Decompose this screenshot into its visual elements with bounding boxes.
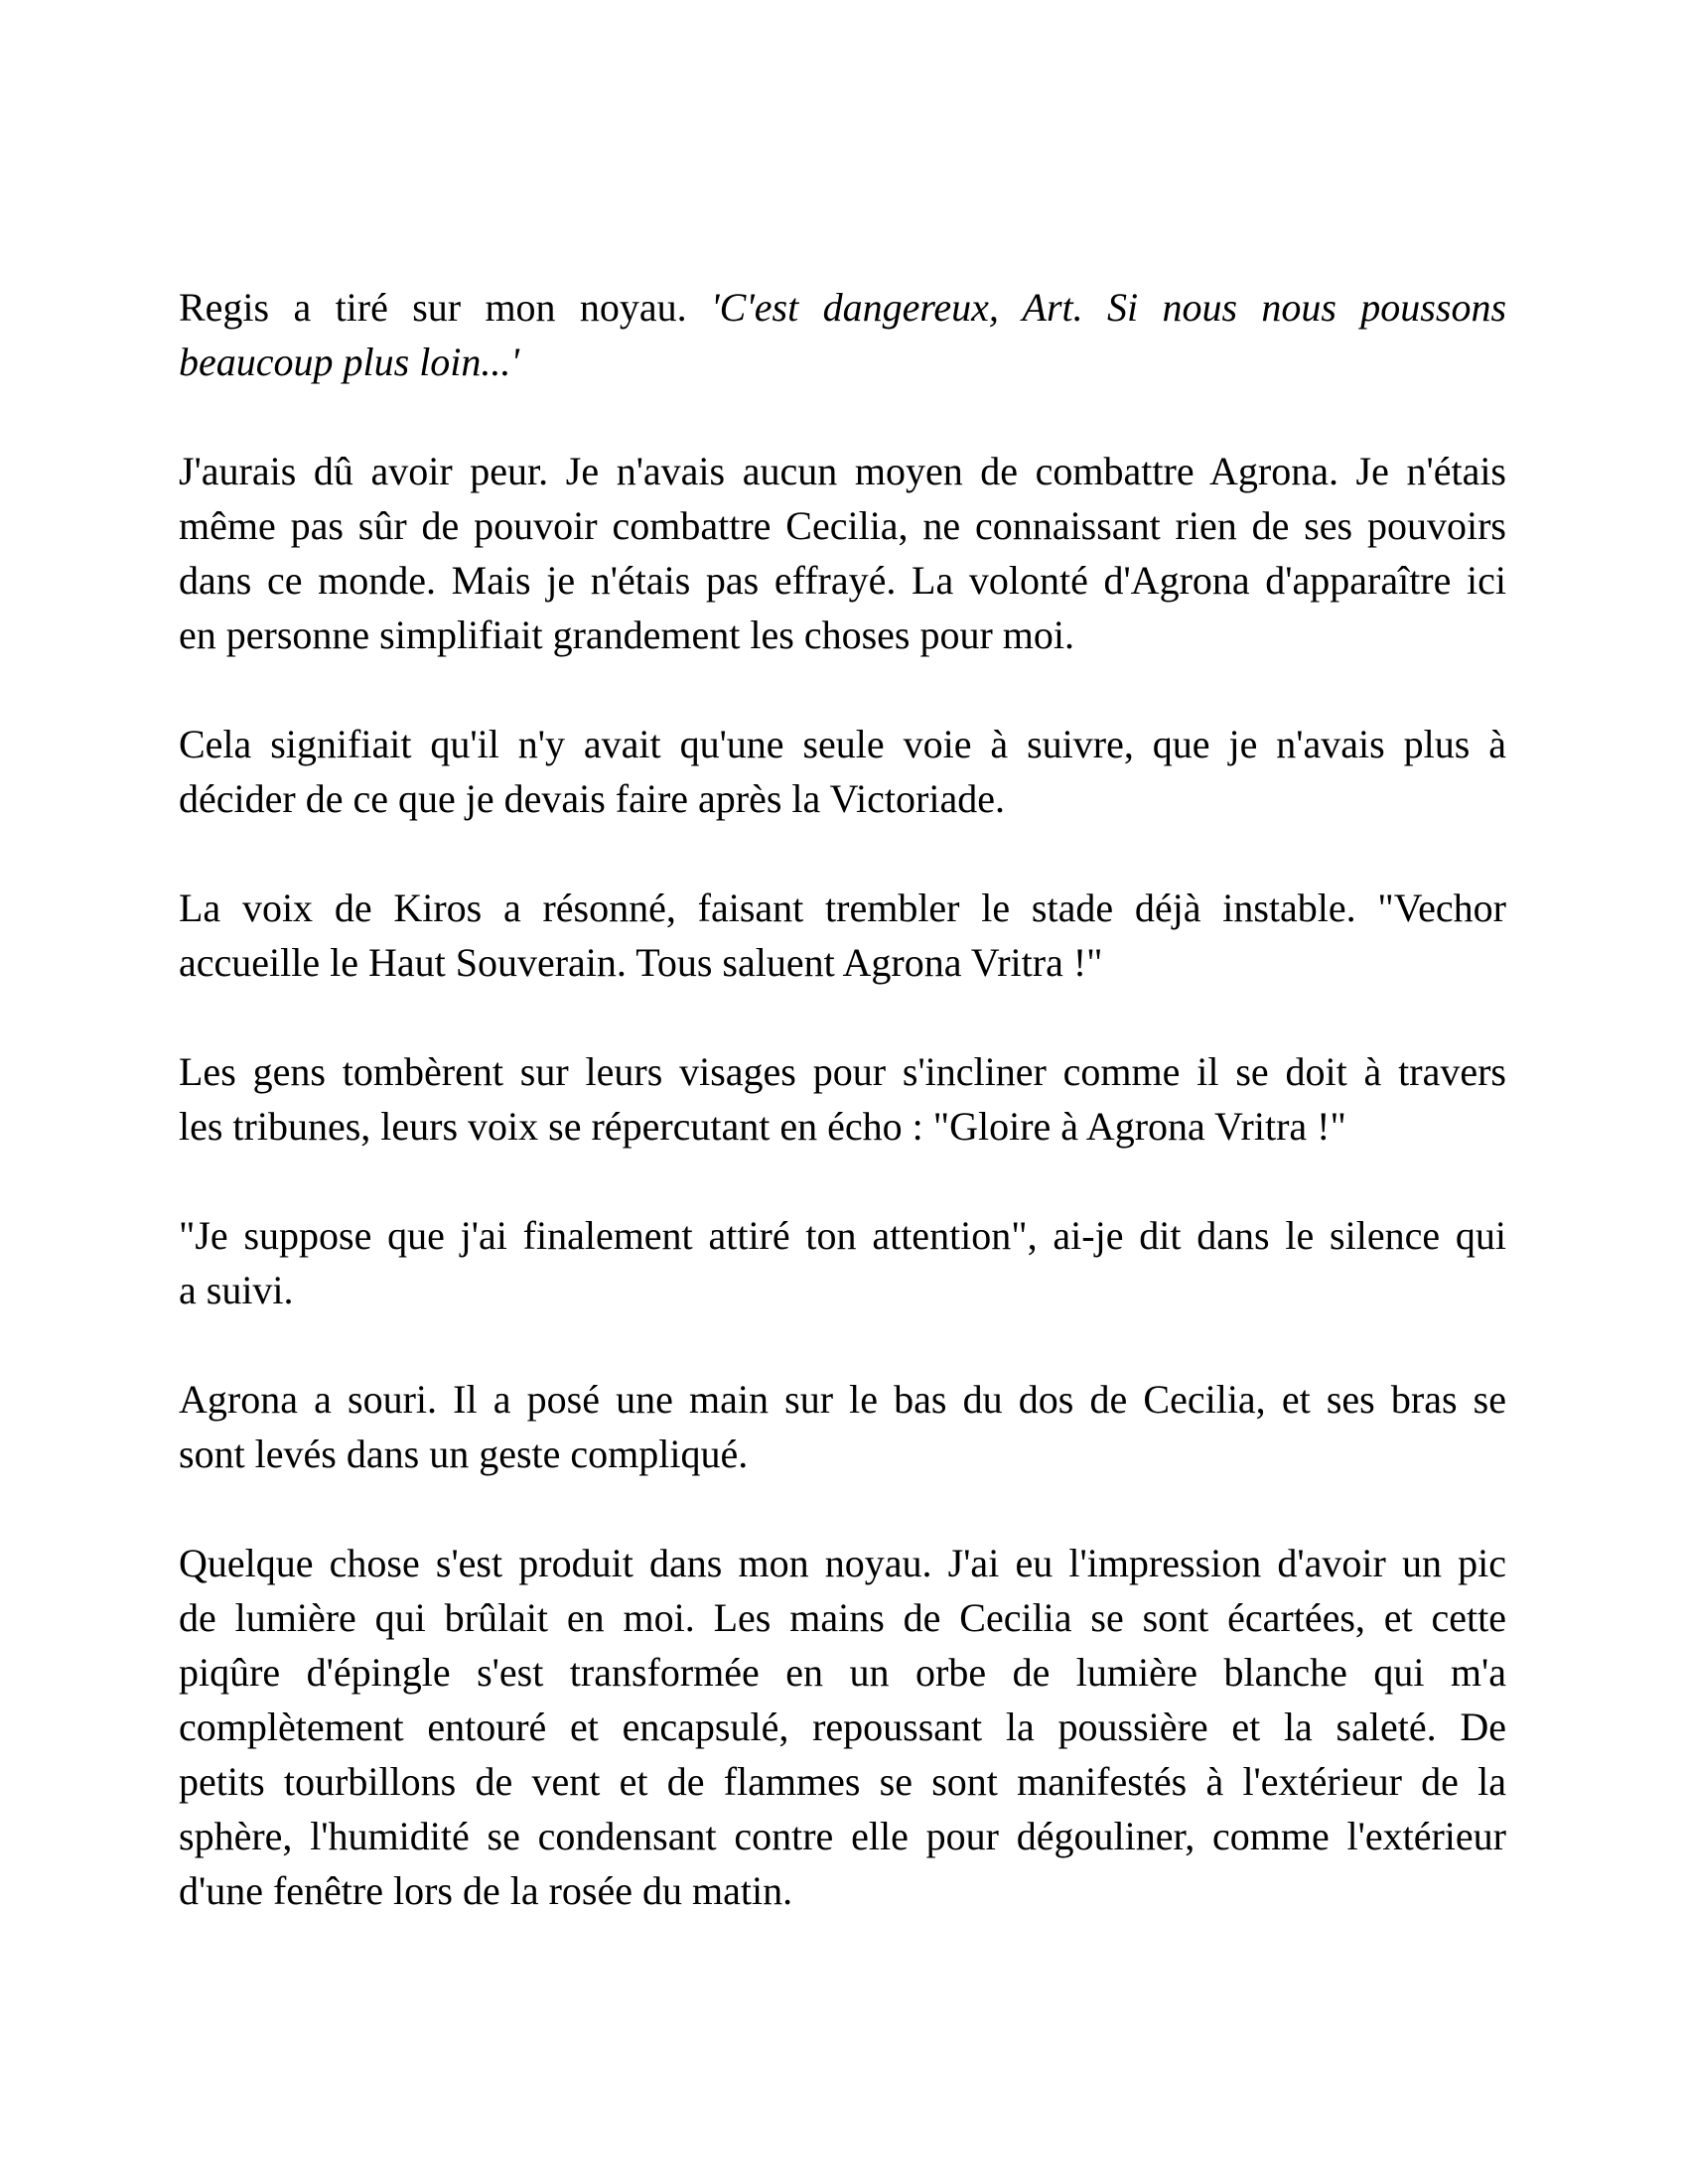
- text-segment: d'une fenêtre lors de la rosée du matin.: [179, 1868, 793, 1913]
- text-line: [179, 444, 1506, 498]
- text-segment: Cela signifiait qu'il n'y avait qu'une seule voie à suivre, que je n'avais plus à: [179, 722, 1506, 766]
- text-line: [179, 1645, 1506, 1700]
- text-line: [179, 1754, 1506, 1809]
- paragraph-8: [179, 1536, 1506, 1918]
- paragraph-3: [179, 717, 1506, 826]
- text-line: [179, 1263, 1506, 1317]
- text-segment: "Je suppose que j'ai finalement attiré ton attention", ai-je dit dans le silence qui: [179, 1213, 1506, 1258]
- text-segment: J'aurais dû avoir peur. Je n'avais aucun moyen de combattre Agrona. Je n'étais: [179, 449, 1506, 493]
- text-line: [179, 1536, 1506, 1590]
- text-line: [179, 608, 1506, 662]
- text-segment: La voix de Kiros a résonné, faisant trembler le stade déjà instable. "Vechor: [179, 886, 1506, 930]
- paragraph-1: [179, 280, 1506, 389]
- text-line: [179, 498, 1506, 553]
- text-line: [179, 1208, 1506, 1263]
- text-line: [179, 717, 1506, 771]
- text-segment: décider de ce que je devais faire après la Victoriade.: [179, 776, 1005, 821]
- text-segment: les tribunes, leurs voix se répercutant en écho : "Gloire à Agrona Vritra !": [179, 1104, 1346, 1149]
- text-segment: piqûre d'épingle s'est transformée en un orbe de lumière blanche qui m'a: [179, 1650, 1506, 1695]
- text-line: [179, 280, 1506, 335]
- text-segment: petits tourbillons de vent et de flammes se sont manifestés à l'extérieur de la: [179, 1759, 1506, 1804]
- text-line: [179, 1044, 1506, 1099]
- text-segment: en personne simplifiait grandement les choses pour moi.: [179, 613, 1075, 657]
- paragraph-4: [179, 881, 1506, 990]
- italic-text-segment: 'C'est dangereux, Art. Si nous nous poussons: [711, 285, 1506, 330]
- text-line: [179, 881, 1506, 935]
- text-segment: complètement entouré et encapsulé, repoussant la poussière et la saleté. De: [179, 1705, 1506, 1749]
- text-segment: Regis a tiré sur mon noyau.: [179, 285, 712, 330]
- text-segment: Quelque chose s'est produit dans mon noyau. J'ai eu l'impression d'avoir un pic: [179, 1541, 1506, 1585]
- paragraph-6: [179, 1208, 1506, 1317]
- text-segment: a suivi.: [179, 1268, 294, 1312]
- text-line: [179, 1700, 1506, 1754]
- text-line: [179, 335, 1506, 389]
- text-segment: sphère, l'humidité se condensant contre elle pour dégouliner, comme l'extérieur: [179, 1814, 1506, 1858]
- text-line: [179, 553, 1506, 608]
- paragraph-7: [179, 1372, 1506, 1481]
- text-line: [179, 1809, 1506, 1863]
- text-segment: Les gens tombèrent sur leurs visages pour s'incliner comme il se doit à travers: [179, 1049, 1506, 1094]
- text-segment: Agrona a souri. Il a posé une main sur le bas du dos de Cecilia, et ses bras se: [179, 1377, 1506, 1422]
- text-segment: de lumière qui brûlait en moi. Les mains de Cecilia se sont écartées, et cette: [179, 1595, 1506, 1640]
- text-line: [179, 1099, 1506, 1154]
- text-line: [179, 1863, 1506, 1918]
- paragraph-5: [179, 1044, 1506, 1154]
- text-line: [179, 1427, 1506, 1481]
- text-line: [179, 1590, 1506, 1645]
- text-line: [179, 771, 1506, 826]
- paragraph-2: [179, 444, 1506, 662]
- text-line: [179, 935, 1506, 990]
- text-segment: sont levés dans un geste compliqué.: [179, 1432, 749, 1476]
- text-segment: accueille le Haut Souverain. Tous saluent Agrona Vritra !": [179, 940, 1103, 985]
- italic-text-segment: beaucoup plus loin...': [179, 340, 519, 384]
- text-segment: dans ce monde. Mais je n'étais pas effrayé. La volonté d'Agrona d'apparaître ici: [179, 558, 1506, 603]
- text-line: [179, 1372, 1506, 1427]
- text-segment: même pas sûr de pouvoir combattre Cecilia, ne connaissant rien de ses pouvoirs: [179, 503, 1506, 548]
